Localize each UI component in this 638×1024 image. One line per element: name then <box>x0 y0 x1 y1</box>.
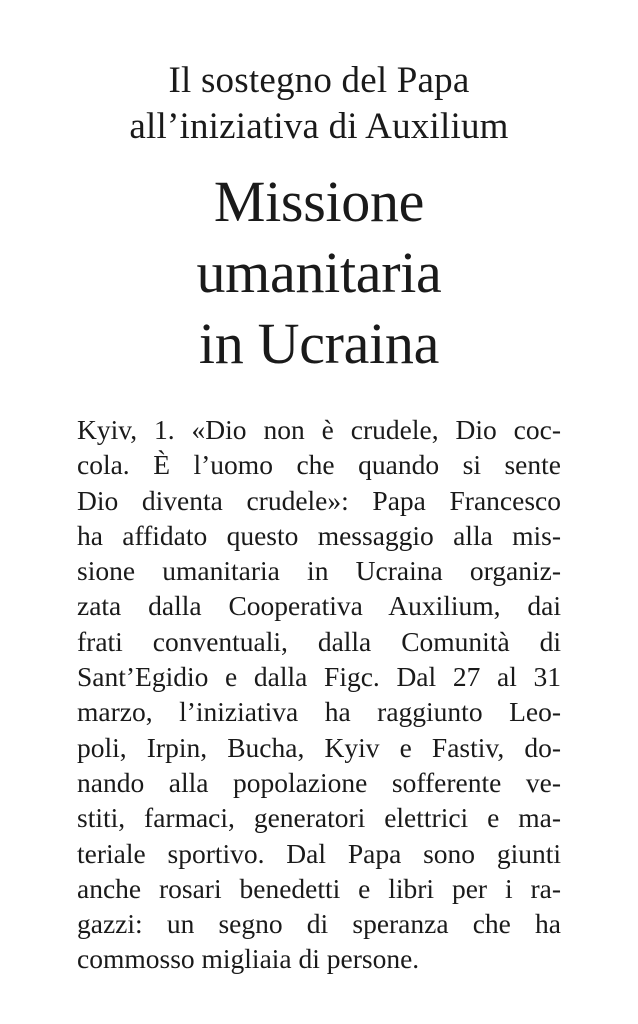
headline-line: in Ucraina <box>198 311 440 376</box>
article-line: sione umanitaria in Ucraina organiz- <box>77 555 561 587</box>
headline-line: umanitaria <box>196 240 442 305</box>
article-line: ha affidato questo messaggio alla mis- <box>77 519 561 551</box>
article-body <box>77 412 561 977</box>
headline-line: Missione <box>213 169 425 234</box>
article-kicker <box>0 58 638 150</box>
article-line: Dio diventa crudele»: Papa Francesco <box>77 484 561 516</box>
article-line: stiti, farmaci, generatori elettrici e ma- <box>77 802 561 834</box>
article-headline <box>0 166 638 379</box>
article-line: frati conventuali, dalla Comunità di <box>77 625 561 657</box>
article-line: poli, Irpin, Bucha, Kyiv e Fastiv, do- <box>77 731 561 763</box>
article-line: anche rosari benedetti e libri per i ra- <box>77 872 561 904</box>
article-line: cola. È l’uomo che quando si sente <box>77 449 561 481</box>
kicker-line: Il sostegno del Papa <box>168 60 470 101</box>
article-line: zata dalla Cooperativa Auxilium, dai <box>77 590 561 622</box>
article-line: commosso migliaia di persone. <box>77 943 420 975</box>
article-line: marzo, l’iniziativa ha raggiunto Leo- <box>77 696 561 728</box>
article-line: teriale sportivo. Dal Papa sono giunti <box>77 837 561 869</box>
article-line: gazzi: un segno di speranza che ha <box>77 908 561 940</box>
article-line: Kyiv, 1. «Dio non è crudele, Dio coc- <box>77 414 561 445</box>
article-line: Sant’Egidio e dalla Figc. Dal 27 al 31 <box>77 661 561 693</box>
kicker-line: all’iniziativa di Auxilium <box>129 106 509 147</box>
article-line: nando alla popolazione sofferente ve- <box>77 766 561 798</box>
